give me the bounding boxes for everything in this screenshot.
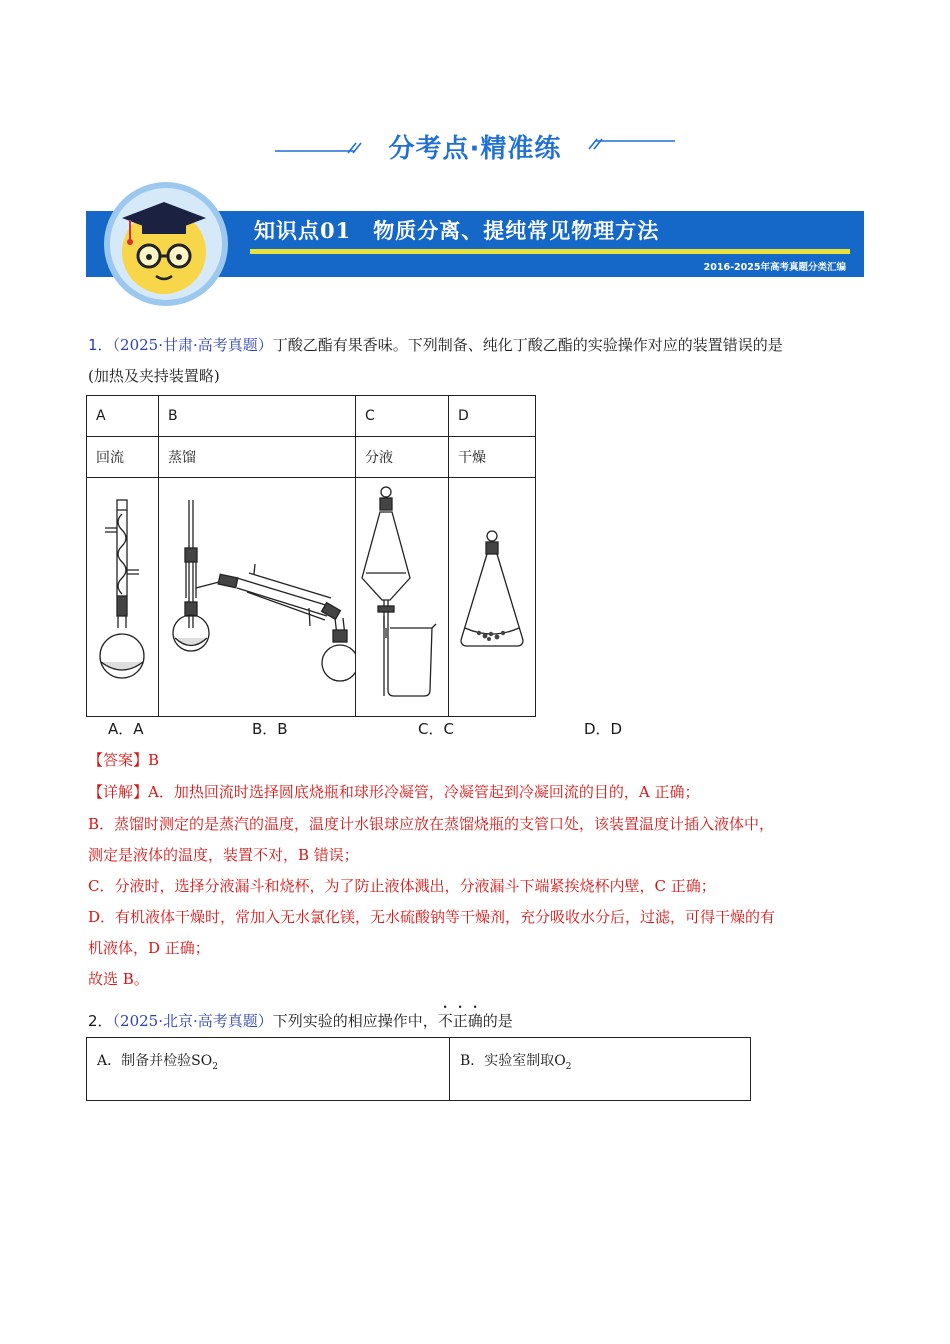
q1-option-b[interactable]: B．B — [252, 720, 288, 738]
q1-detail-d1: D．有机液体干燥时，常加入无水氯化镁，无水硫酸钠等干燥剂，充分吸收水分后，过滤，可得干燥的有 — [88, 908, 776, 926]
q2-number: 2． — [88, 1012, 113, 1030]
banner-underline — [250, 249, 850, 254]
q2-emphasis: 不正确 — [437, 1012, 483, 1030]
reflux-apparatus-icon — [87, 478, 158, 712]
q1-option-c[interactable]: C．C — [418, 720, 454, 738]
detail-label: 【详解】 — [88, 783, 149, 801]
reflux-apparatus-cell — [87, 478, 159, 717]
separatory-apparatus-cell — [356, 478, 449, 717]
o2-formula: $O_2$ — [554, 1053, 572, 1072]
banner-heading: 知识点01 物质分离、提纯常见物理方法 — [254, 218, 660, 243]
mascot-icon — [100, 178, 232, 310]
col-b-letter: B — [159, 396, 356, 437]
q2-option-b[interactable]: B．实验室制取$O_2$ — [450, 1038, 751, 1101]
drying-apparatus-cell — [449, 478, 536, 717]
q1-conclusion: 故选 B。 — [88, 970, 149, 988]
q1-source: （2025·甘肃·高考真题） — [112, 336, 273, 354]
banner-subtitle: 2016-2025年高考真题分类汇编 — [703, 262, 846, 273]
section-title-text: 分考点·精准练 — [388, 134, 562, 164]
q2-option-a[interactable]: A．制备并检验$SO_2$ — [87, 1038, 450, 1101]
q1-apparatus-table — [86, 395, 536, 717]
q2-source: （2025·北京·高考真题） — [112, 1012, 273, 1030]
q1-stem — [88, 335, 783, 355]
section-title — [270, 128, 680, 164]
q2-stem: 2．（2025·北京·高考真题）下列实验的相应操作中，不正确的是 — [88, 1012, 513, 1030]
col-a-letter: A — [87, 396, 159, 437]
q1-detail-b1: B．蒸馏时测定的是蒸汽的温度，温度计水银球应放在蒸馏烧瓶的支管口处，该装置温度计插入液体中， — [88, 815, 775, 833]
drying-flask-icon — [449, 478, 535, 712]
distillation-apparatus-cell — [159, 478, 356, 717]
so2-formula: $SO_2$ — [191, 1053, 218, 1072]
col-d-operation: 干燥 — [449, 437, 536, 478]
q1-number: 1． — [88, 336, 113, 354]
distillation-apparatus-icon — [159, 478, 355, 712]
q1-option-a[interactable]: A．A — [108, 720, 144, 738]
q1-detail-d2: 机液体，D 正确； — [88, 939, 210, 957]
q1-detail-a: 【详解】A．加热回流时选择圆底烧瓶和球形冷凝管，冷凝管起到冷凝回流的目的，A 正确； — [88, 783, 700, 801]
col-c-operation: 分液 — [356, 437, 449, 478]
col-a-operation: 回流 — [87, 437, 159, 478]
q1-answer: 【答案】B — [88, 751, 160, 769]
q1-stem-text: 丁酸乙酯有果香味。下列制备、纯化丁酸乙酯的实验操作对应的装置错误的是 — [272, 336, 783, 354]
separatory-funnel-icon — [356, 478, 448, 712]
col-b-operation: 蒸馏 — [159, 437, 356, 478]
q1-detail-c: C．分液时，选择分液漏斗和烧杯，为了防止液体溅出，分液漏斗下端紧挨烧杯内壁，C 正确； — [88, 877, 716, 895]
q1-detail-b2: 测定是液体的温度，装置不对，B 错误； — [88, 846, 359, 864]
col-d-letter: D — [449, 396, 536, 437]
q1-option-d[interactable]: D．D — [584, 720, 623, 738]
q1-stem-line2: (加热及夹持装置略) — [88, 367, 220, 385]
col-c-letter: C — [356, 396, 449, 437]
q2-options-table — [86, 1037, 751, 1101]
